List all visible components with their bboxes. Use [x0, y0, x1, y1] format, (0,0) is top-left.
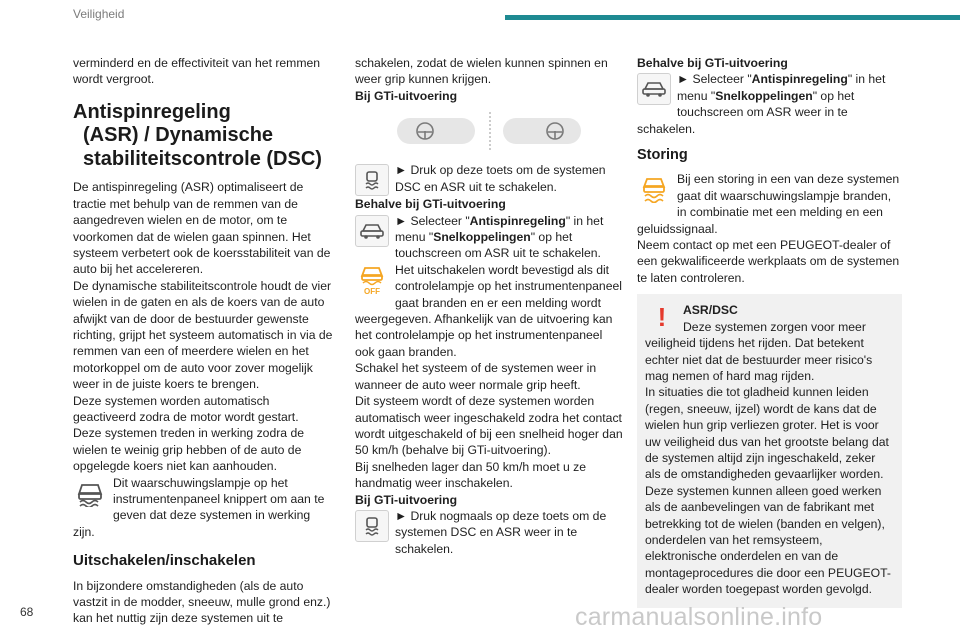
- press-again-text: ► Druk nogmaals op deze toets om de systemen DSC en ASR weer in te schakelen.: [395, 508, 607, 556]
- warning-box: [637, 294, 902, 607]
- non-gti-heading-2: Behalve bij GTi-uitvoering: [637, 56, 788, 70]
- gti-console-figure: [355, 110, 623, 156]
- deactivation-continued: schakelen, zodat de wielen kunnen spinnen en weer grip kunnen krijgen.: [355, 56, 608, 87]
- touchscreen-select-text: ► Selecteer "Antispinregeling" in het menu "Snelkoppelingen" op het touchscreen om ASR uit te schakelen.: [395, 213, 604, 261]
- title-line: stabiliteitscontrole (DSC): [83, 147, 322, 170]
- svg-text:OFF: OFF: [364, 286, 380, 295]
- press-again-block: [355, 508, 623, 557]
- warning-text-3: Deze systemen kunnen alleen goed werken als de aanbevelingen van de fabrikant met betrekking tot de wielen (banden en velgen), onderdelen van het remsysteem, elektronische onderdelen en van de montageprocedures die door een PEUGEOT-dealer worden toegepast worden gevolgd.: [645, 483, 891, 597]
- warning-title: ASR/DSC: [683, 303, 738, 318]
- touchscreen-reactivate-text: ► Selecteer "Antispinregeling" in het menu "Snelkoppelingen" op het touchscreen om ASR weer in te schakelen.: [637, 72, 886, 136]
- auto-reactivation-text: Dit systeem wordt of deze systemen worden automatisch weer ingeschakeld zodra het contact wordt uitgeschakeld of bij een snelheid hoger dan 50 km/h (behalve bij GTi-uitvoering).: [355, 394, 623, 458]
- skid-warning-lamp-icon: [73, 477, 107, 509]
- car-icon: [637, 73, 671, 105]
- off-lamp-block: [355, 262, 623, 360]
- subsection-title: Uitschakelen/inschakelen: [73, 552, 256, 570]
- watermark: carmanualsonline.info: [575, 603, 823, 631]
- fault-heading: Storing: [637, 147, 688, 164]
- fault-lamp-block: [637, 171, 902, 237]
- skid-fault-lamp-icon: [637, 173, 671, 205]
- dsc-off-button-icon[interactable]: [355, 164, 389, 196]
- header-accent-bar: [505, 15, 960, 20]
- press-button-text: ► Druk op deze toets om de systemen DSC en ASR uit te schakelen.: [395, 163, 606, 194]
- warning-lamp-block: [73, 475, 335, 541]
- column-2: [355, 55, 623, 557]
- asr-description: De antispinregeling (ASR) optimaliseert de tractie met behulp van de remmen van de aangedreven wielen en de motor, om te voorkomen dat de wielen gaan spinnen. Het systeem verbetert ook de koersstabiliteit van de auto bij het accelereren.: [73, 180, 331, 277]
- gti-heading: Bij GTi-uitvoering: [355, 88, 458, 103]
- press-button-block: [355, 162, 623, 196]
- manual-reactivation-text: Bij snelheden lager dan 50 km/h moet u ze handmatig weer inschakelen.: [355, 459, 587, 491]
- fault-contact-text: Neem contact op met een PEUGEOT-dealer of een gekwalificeerde werkplaats om de systemen te laten controleren.: [637, 238, 900, 285]
- title-line: Antispinregeling: [73, 100, 231, 123]
- warning-lamp-text: Dit waarschuwingslampje op het instrumentenpaneel knippert om aan te geven dat deze systemen in werking zijn.: [73, 475, 325, 539]
- warning-exclamation-icon: !: [657, 302, 667, 333]
- dsc-on-button-icon[interactable]: [355, 510, 389, 542]
- page-number: 68: [20, 605, 34, 619]
- section-label: Veiligheid: [73, 7, 125, 21]
- touchscreen-select-block: [355, 213, 623, 262]
- off-confirmation-text: Het uitschakelen wordt bevestigd als dit controlelampje op het instrumentenpaneel gaat branden en er een melding wordt weergegeven. Afhankelijk van de uitvoering kan het controlelampje op het instrumentenpaneel ook gaan branden.: [355, 262, 622, 359]
- car-icon: [355, 215, 389, 247]
- warning-text-1: Deze systemen zorgen voor meer veiligheid tijdens het rijden. Dat betekent echter niet dat de bestuurder meer risico's mag nemen of hard mag rijden.: [645, 319, 873, 383]
- reactivation-text: Schakel het systeem of de systemen weer in wanneer de auto weer normale grip heeft.: [355, 361, 597, 392]
- warning-text-2: In situaties die tot gladheid kunnen leiden (regen, sneeuw, ijzel) wordt de kans dat de wielen hun grip verliezen groter. Het is voor uw veiligheid dus van het grootste belang dat de systemen altijd zijn ingeschakeld, zeker als de omstandigheden gevaarlijker worden.: [645, 385, 889, 482]
- deactivation-intro: In bijzondere omstandigheden (als de auto vastzit in de modder, sneeuw, mulle grond enz.) kan het nuttig zijn deze systemen uit te: [73, 578, 331, 626]
- activation-condition-text: Deze systemen treden in werking zodra de wielen te weinig grip hebben of de auto de opgelegde koers niet kan aanhouden.: [73, 426, 305, 474]
- esp-off-lamp-icon: [355, 264, 389, 296]
- column-3: [637, 55, 902, 608]
- title-line: (ASR) / Dynamische: [83, 124, 274, 147]
- non-gti-heading: Behalve bij GTi-uitvoering: [355, 197, 506, 212]
- console-buttons-icon: [395, 110, 585, 154]
- auto-activation-text: Deze systemen worden automatisch geactiveerd zodra de motor wordt gestart.: [73, 393, 299, 424]
- fault-text: Bij een storing in een van deze systemen gaat dit waarschuwingslampje branden, in combinatie met een melding en een geluidssignaal.: [637, 172, 900, 236]
- column-1: [73, 55, 335, 627]
- intro-text: verminderd en de effectiviteit van het remmen wordt vergroot.: [73, 56, 321, 87]
- section-title: [73, 101, 335, 172]
- touchscreen-reactivate-block: [637, 71, 902, 137]
- gti-heading-2: Bij GTi-uitvoering: [355, 492, 458, 507]
- dsc-description: De dynamische stabiliteitscontrole houdt de vier wielen in de gaten en als de koers van de auto afwijkt van de door de bestuurder gewenste richting, grijpt het systeem automatisch in via de remmen van een of meerdere wielen en het motorkoppel om de auto voor zover mogelijk weer in de juiste koers te brengen.: [73, 278, 333, 392]
